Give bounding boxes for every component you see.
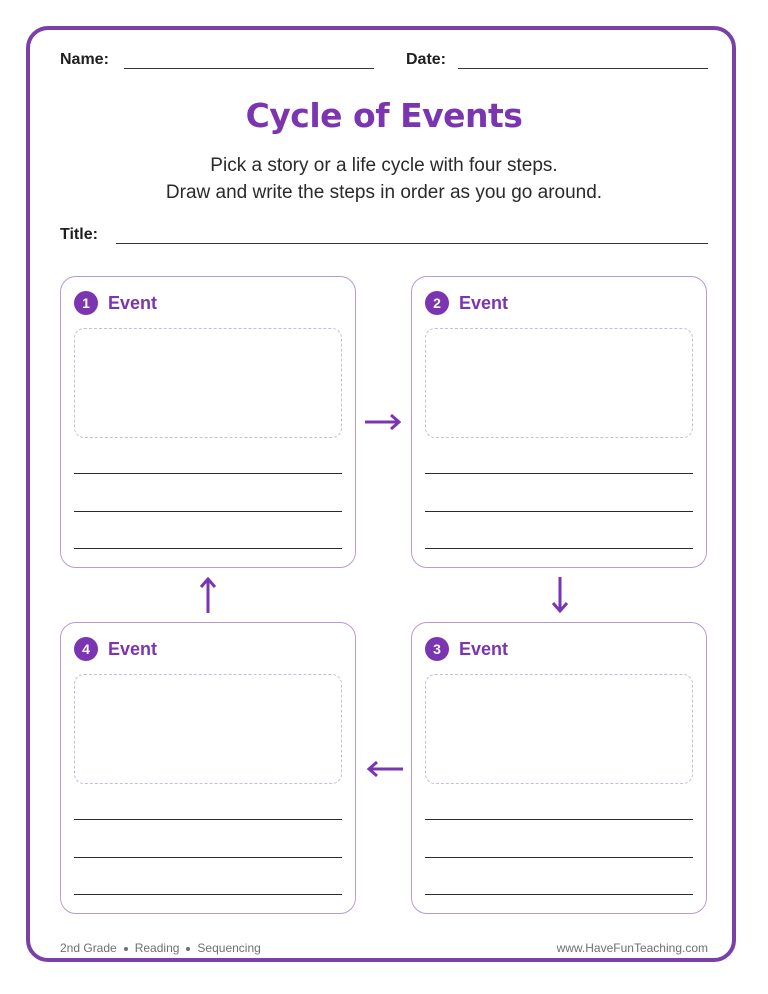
writing-line[interactable] <box>74 473 342 474</box>
instruction-line-1: Pick a story or a life cycle with four steps. <box>210 155 558 176</box>
event-label: Event <box>459 293 509 313</box>
writing-line[interactable] <box>74 511 342 512</box>
instruction-line-2: Draw and write the steps in order as you go around. <box>165 182 603 203</box>
story-title-label: Title: <box>60 226 98 243</box>
step-number-badge: 3 <box>425 637 449 661</box>
writing-line[interactable] <box>425 548 693 549</box>
writing-line[interactable] <box>425 473 693 474</box>
name-field[interactable] <box>124 68 374 69</box>
writing-line[interactable] <box>425 857 693 858</box>
event-label: Event <box>108 639 158 659</box>
writing-line[interactable] <box>74 548 342 549</box>
step-number-badge: 1 <box>74 291 98 315</box>
event-card-1 <box>60 276 356 568</box>
name-label: Name: <box>60 51 109 68</box>
step-number-badge: 4 <box>74 637 98 661</box>
footer-tag-topic: Sequencing <box>197 941 261 955</box>
footer-website: www.HaveFunTeaching.com <box>556 941 708 955</box>
bullet-icon <box>186 947 190 951</box>
footer-tag-subject: Reading <box>134 941 180 955</box>
worksheet-title: Cycle of Events <box>245 96 523 135</box>
footer-tag-grade: 2nd Grade <box>60 941 117 955</box>
writing-line[interactable] <box>74 819 342 820</box>
drawing-area[interactable] <box>425 674 693 784</box>
writing-line[interactable] <box>74 894 342 895</box>
event-label: Event <box>459 639 509 659</box>
arrow-down-icon <box>548 574 572 616</box>
date-field[interactable] <box>458 68 708 69</box>
story-title-field[interactable] <box>116 243 708 244</box>
writing-line[interactable] <box>425 819 693 820</box>
event-label: Event <box>108 293 158 313</box>
drawing-area[interactable] <box>74 674 342 784</box>
drawing-area[interactable] <box>74 328 342 438</box>
arrow-right-icon <box>362 410 404 434</box>
footer-tags <box>60 941 261 955</box>
writing-line[interactable] <box>425 894 693 895</box>
step-number-badge: 2 <box>425 291 449 315</box>
drawing-area[interactable] <box>425 328 693 438</box>
bullet-icon <box>124 947 128 951</box>
arrow-left-icon <box>364 757 406 781</box>
writing-line[interactable] <box>425 511 693 512</box>
event-card-3 <box>411 622 707 914</box>
arrow-up-icon <box>196 574 220 616</box>
event-card-4 <box>60 622 356 914</box>
event-card-2 <box>411 276 707 568</box>
date-label: Date: <box>406 51 447 68</box>
writing-line[interactable] <box>74 857 342 858</box>
